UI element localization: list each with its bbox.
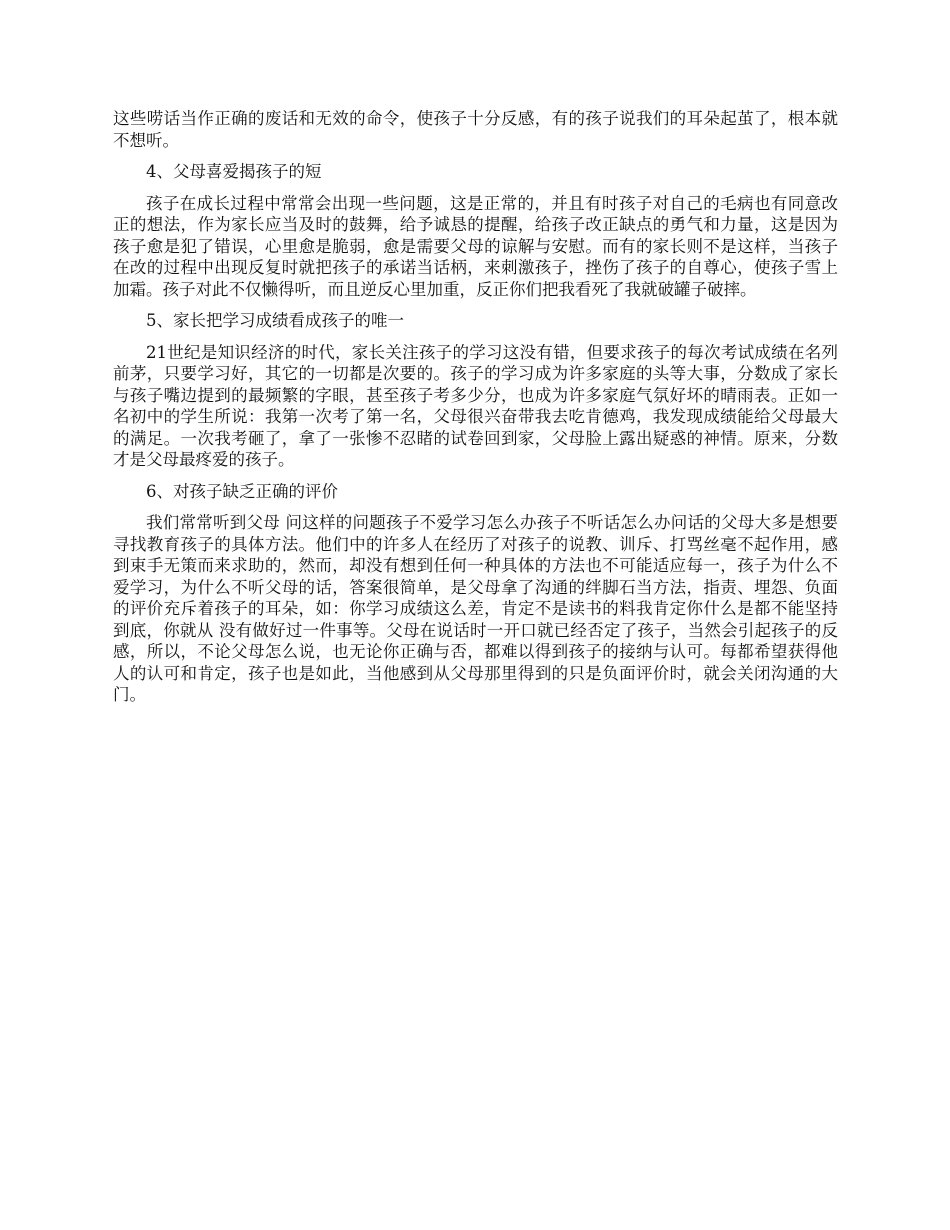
section-heading-5: 5、家长把学习成绩看成孩子的唯一 — [146, 311, 404, 330]
paragraph-section-6: 我们常常听到父母 问这样的问题孩子不爱学习怎么办孩子不听话怎么办问话的父母大多是想要寻找教育孩子的具体方法。他们中的许多人在经历了对孩子的说教、训斥、打骂丝毫不起作用，感到束手无策而来求助的，然而，却没有想到任何一种具体的方法也不可能适应每一，孩子为什么不爱学习，为什么不听父母的话，答案很简单，是父母拿了沟通的绊脚石当方法，指责、埋怨、负面的评价充斥着孩子的耳朵，如：你学习成绩这么差，肯定不是读书的料我肯定你什么是都不能坚持到底，你就从 没有做好过一件事等。父母在说话时一开口就已经否定了孩子，当然会引起孩子的反感，所以，不论父母怎么说，也无论你正确与否，都难以得到孩子的接纳与认可。每都希望获得他人的认可和肯定，孩子也是如此，当他感到从父母那里得到的只是负面评价时，就会关闭沟通的大门。 — [113, 513, 838, 704]
paragraph-section-4: 孩子在成长过程中常常会出现一些问题，这是正常的，并且有时孩子对自己的毛病也有同意改正的想法，作为家长应当及时的鼓舞，给予诚恳的提醒，给孩子改正缺点的勇气和力量，这是因为孩子愈是犯了错误，心里愈是脆弱，愈是需要父母的谅解与安慰。而有的家长则不是这样，当孩子在改的过程中出现反复时就把孩子的承诺当话柄，来刺激孩子，挫伤了孩子的自尊心，使孩子雪上加霜。孩子对此不仅懒得听，而且逆反心里加重，反正你们把我看死了我就破罐子破摔。 — [113, 193, 838, 299]
paragraph-continuation: 这些唠话当作正确的废话和无效的命令，使孩子十分反感，有的孩子说我们的耳朵起茧了，根本就不想听。 — [113, 109, 838, 150]
section-heading-4: 4、父母喜爱揭孩子的短 — [146, 162, 322, 181]
paragraph-section-5: 21世纪是知识经济的时代，家长关注孩子的学习这没有错，但要求孩子的每次考试成绩在名列前茅，只要学习好，其它的一切都是次要的。孩子的学习成为许多家庭的头等大事，分数成了家长与孩子嘴边提到的最频繁的字眼，甚至孩子考多少分，也成为许多家庭气氛好坏的晴雨表。正如一名初中的学生所说：我第一次考了第一名，父母很兴奋带我去吃肯德鸡，我发现成绩能给父母最大的满足。一次我考砸了，拿了一张惨不忍睹的试卷回到家，父母脸上露出疑惑的神情。原来，分数才是父母最疼爱的孩子。 — [113, 342, 838, 469]
section-heading-6: 6、对孩子缺乏正确的评价 — [146, 481, 338, 501]
document-page — [113, 108, 838, 706]
